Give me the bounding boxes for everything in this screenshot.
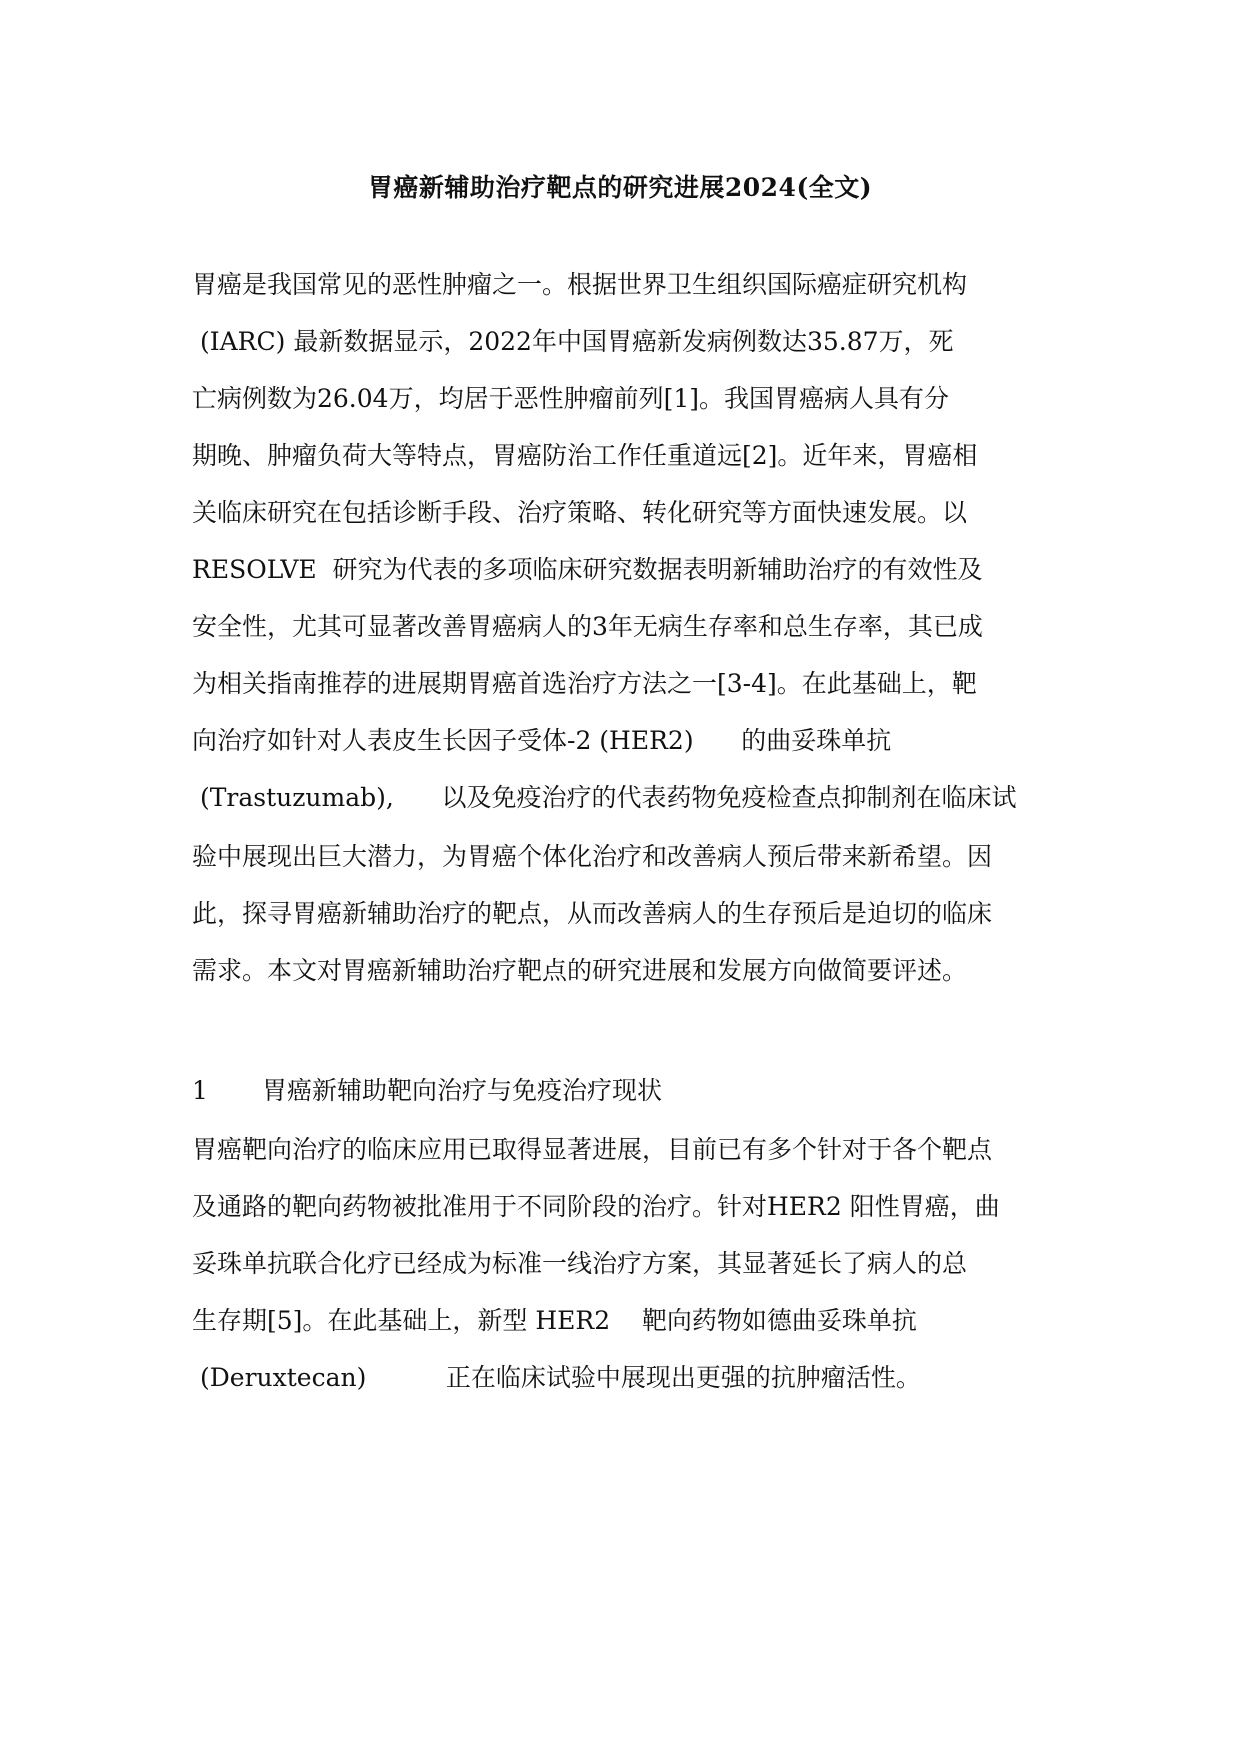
paragraph-line: 妥珠单抗联合化疗已经成为标准一线治疗方案，其显著延长了病人的总 — [192, 1249, 968, 1278]
paragraph-line: 需求。本文对胃癌新辅助治疗靶点的研究进展和发展方向做简要评述。 — [192, 956, 968, 985]
paragraph-line: (Deruxtecan) 正在临床试验中展现出更强的抗肿瘤活性。 — [200, 1363, 921, 1392]
paragraph-line: 为相关指南推荐的进展期胃癌首选治疗方法之一[3-4]。在此基础上，靶 — [192, 669, 977, 698]
section-title: 胃癌新辅助靶向治疗与免疫治疗现状 — [262, 1076, 663, 1105]
paragraph-line: 验中展现出巨大潜力，为胃癌个体化治疗和改善病人预后带来新希望。因 — [192, 842, 993, 871]
document-title: 胃癌新辅助治疗靶点的研究进展2024(全文) — [367, 173, 873, 202]
paragraph-line: 向治疗如针对人表皮生长因子受体-2 (HER2) 的曲妥珠单抗 — [192, 726, 892, 755]
paragraph-line: 关临床研究在包括诊断手段、治疗策略、转化研究等方面快速发展。以 — [192, 498, 968, 527]
paragraph-line: (Trastuzumab), 以及免疫治疗的代表药物免疫检查点抑制剂在临床试 — [200, 783, 1017, 812]
paragraph-line: 胃癌靶向治疗的临床应用已取得显著进展，目前已有多个针对于各个靶点 — [192, 1135, 993, 1164]
paragraph-line: 及通路的靶向药物被批准用于不同阶段的治疗。针对HER2 阳性胃癌，曲 — [192, 1192, 1000, 1221]
paragraph-line: RESOLVE 研究为代表的多项临床研究数据表明新辅助治疗的有效性及 — [192, 555, 983, 584]
paragraph-line: 安全性，尤其可显著改善胃癌病人的3年无病生存率和总生存率，其已成 — [192, 612, 983, 641]
paragraph-line: (IARC) 最新数据显示，2022年中国胃癌新发病例数达35.87万，死 — [200, 327, 954, 356]
paragraph-line: 亡病例数为26.04万，均居于恶性肿瘤前列[1]。我国胃癌病人具有分 — [192, 384, 949, 413]
paragraph-line: 此，探寻胃癌新辅助治疗的靶点，从而改善病人的生存预后是迫切的临床 — [192, 899, 993, 928]
section-heading — [192, 1074, 1050, 1108]
paragraph-line: 胃癌是我国常见的恶性肿瘤之一。根据世界卫生组织国际癌症研究机构 — [192, 270, 968, 299]
paragraph-line: 生存期[5]。在此基础上，新型 HER2 靶向药物如德曲妥珠单抗 — [192, 1306, 917, 1335]
paragraph-line: 期晚、肿瘤负荷大等特点，胃癌防治工作任重道远[2]。近年来，胃癌相 — [192, 441, 978, 470]
section-number: 1 — [192, 1076, 208, 1105]
